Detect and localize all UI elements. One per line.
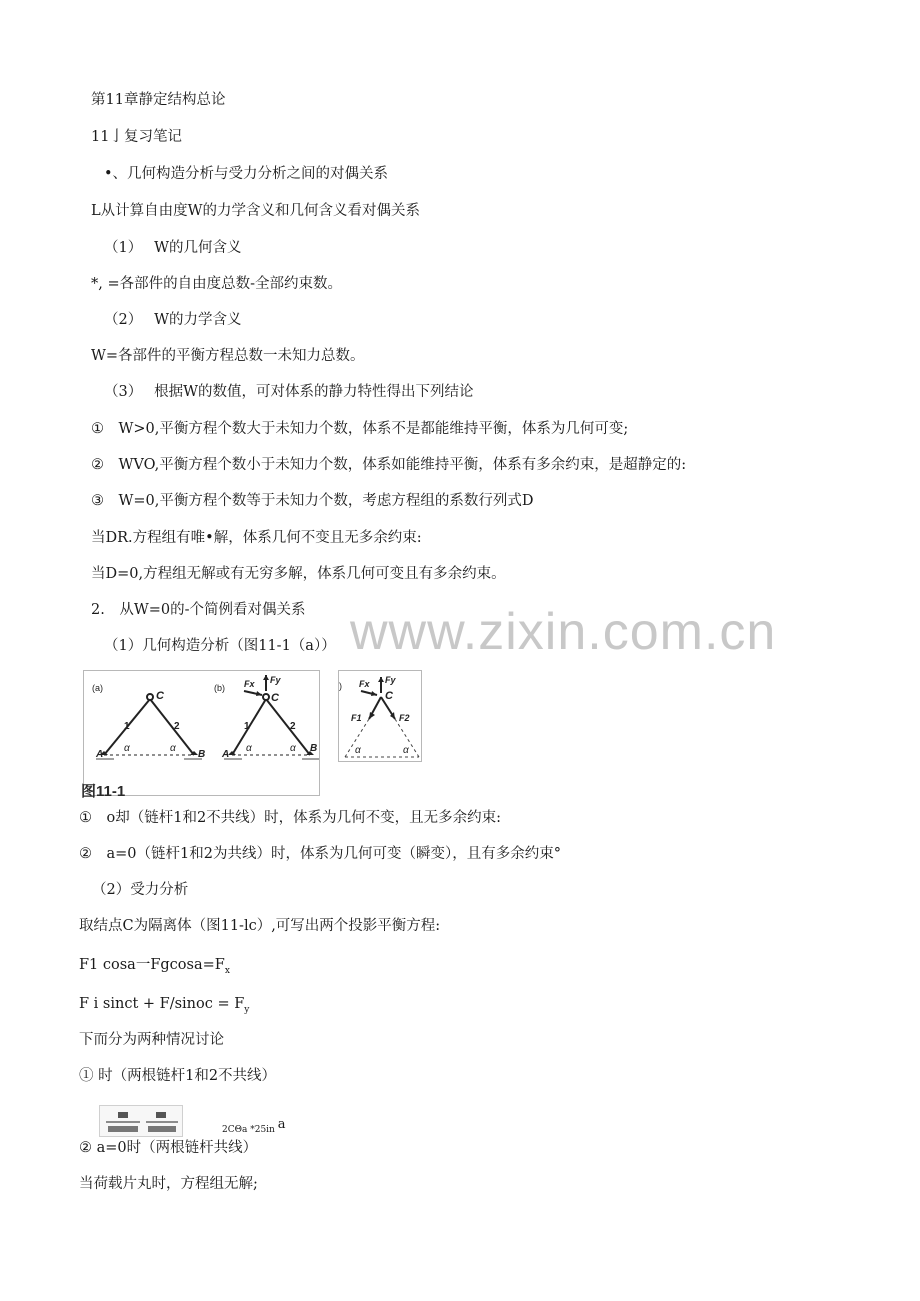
paragraph: W=各部件的平衡方程总数一未知力总数。: [91, 348, 365, 364]
node-b-label: B: [198, 749, 206, 760]
paragraph: 下而分为两种情况讨论: [79, 1032, 224, 1048]
panel-b-tag: (b): [214, 683, 225, 693]
paragraph: ① o却（链杆1和2不共线）时，体系为几何不变，且无多余约束:: [79, 810, 502, 826]
formula-note-text: 2CΘa *25in: [222, 1125, 275, 1135]
f1-label: F1: [351, 713, 362, 723]
node-a-label: A: [222, 749, 230, 760]
angle-label: α: [246, 743, 252, 754]
paragraph: 当荷载片丸时，方程组无解;: [79, 1176, 258, 1192]
equation-subscript: x: [224, 966, 230, 976]
figure-caption: 图11-1: [81, 783, 126, 800]
node-c-label: C: [156, 690, 164, 702]
fx-label: Fx: [244, 679, 255, 689]
formula-image: [99, 1105, 183, 1137]
subsection-heading: •、几何构造分析与受力分析之间的对偶关系: [104, 166, 389, 182]
fy-label: Fy: [270, 675, 281, 685]
paragraph: L从计算自由度W的力学含义和几何含义看对偶关系: [91, 203, 421, 219]
paragraph: （2）受力分析: [92, 882, 189, 898]
chapter-title: 第11章静定结构总论: [91, 92, 226, 108]
paragraph: （1）几何构造分析（图11-1（a））: [104, 638, 336, 654]
bar-1-label: 1: [124, 721, 130, 732]
section-heading: 11亅复习笔记: [91, 129, 182, 145]
fx-label: Fx: [359, 679, 370, 689]
equation-2: [79, 994, 249, 1020]
watermark: www.zixin.com.cn: [350, 603, 777, 661]
equation-text: F i sinct + F/sinoc = F: [79, 996, 245, 1012]
equation-subscript: y: [244, 1005, 250, 1015]
f2-label: F2: [399, 713, 410, 723]
node-c-label: C: [271, 692, 279, 704]
equation-1: [79, 955, 230, 981]
bar-2-label: 2: [290, 721, 296, 732]
paragraph: 取结点C为隔离体（图11-lc）,可写出两个投影平衡方程:: [79, 918, 441, 934]
paragraph: （3） 根据W的数值，可对体系的静力特性得出下列结论: [104, 384, 474, 400]
angle-label: α: [290, 743, 296, 754]
formula-note-tail: a: [277, 1117, 286, 1132]
paragraph: ② a=0（链杆1和2为共线）时，体系为几何可变（瞬变），且有多余约束°: [79, 846, 561, 862]
figure-panel-c: [338, 670, 422, 762]
angle-label: α: [170, 743, 176, 754]
angle-label: α: [403, 745, 409, 756]
figure-11-1-c: [339, 671, 421, 761]
paragraph: 当D=0,方程组无解或有无穷多解，体系几何可变且有多余约束。: [91, 566, 506, 582]
paragraph: （1） W的几何含义: [104, 240, 242, 256]
angle-label: α: [124, 743, 130, 754]
paragraph: 2. 从W=0的-个简例看对偶关系: [91, 602, 306, 618]
paragraph: （2） W的力学含义: [104, 312, 242, 328]
node-b-label: B: [310, 743, 318, 754]
figure-panel-a-b: [83, 670, 320, 796]
bar-2-label: 2: [174, 721, 180, 732]
paragraph: ③ W=0,平衡方程个数等于未知力个数，考虑方程组的系数行列式D: [91, 493, 534, 509]
equation-text: F1 cosa一Fgcosa=F: [79, 957, 225, 973]
formula-fraction: [100, 1106, 182, 1136]
paragraph: ① 时（两根链杆1和2不共线）: [79, 1068, 277, 1084]
paragraph: 当DR.方程组有唯•解，体系几何不变且无多余约束:: [91, 530, 422, 546]
paragraph: ② a=0时（两根链杆共线）: [79, 1140, 258, 1156]
formula-note: [222, 1117, 286, 1135]
paragraph: ② WVO,平衡方程个数小于未知力个数，体系如能维持平衡，体系有多余约束，是超静定的:: [91, 457, 687, 473]
node-a-label: A: [96, 749, 104, 760]
node-c-label: C: [385, 690, 393, 702]
bar-1-label: 1: [244, 721, 250, 732]
fy-label: Fy: [385, 675, 396, 685]
panel-a-tag: (a): [92, 683, 103, 693]
paragraph: *, =各部件的自由度总数-全部约束数。: [91, 276, 343, 292]
angle-label: α: [355, 745, 361, 756]
paragraph: ① W>0,平衡方程个数大于未知力个数，体系不是都能维持平衡，体系为几何可变;: [91, 421, 629, 437]
panel-c-tag: ): [339, 681, 342, 691]
figure-11-1-ab: [84, 671, 319, 795]
